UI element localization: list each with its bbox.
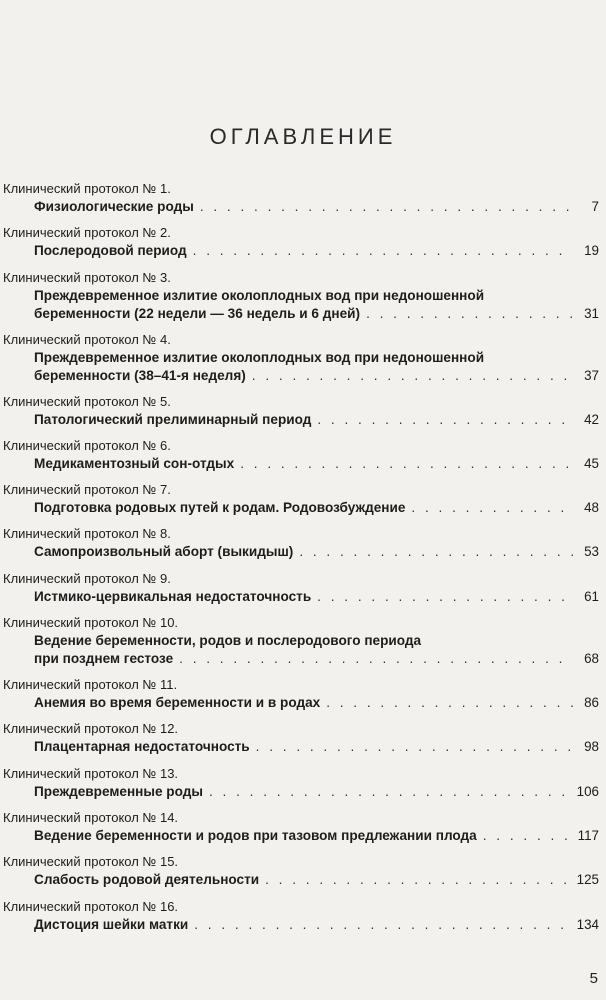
dot-leader [252,367,573,385]
toc-entry[interactable] [0,394,606,438]
heading-line: Подготовка родовых путей к родам. Родовозбуждение [34,500,406,516]
section-heading [34,543,599,561]
toc-entry[interactable] [0,225,606,269]
heading-line: Ведение беременности, родов и послеродового периода [34,633,422,649]
dot-leader [299,543,573,561]
heading-last-line [34,694,599,712]
heading-line: Преждевременное излитие околоплодных вод при недоношенной [34,349,485,365]
protocol-label: Клинический протокол № 1. [3,181,171,196]
heading-last-line [34,916,599,934]
heading-last-line [34,242,599,260]
protocol-label: Клинический протокол № 11. [3,677,178,693]
protocol-label: Клинический протокол № 10. [3,615,179,631]
page-ref: 68 [584,651,599,667]
protocol-label: Клинический протокол № 2. [3,225,171,241]
page-ref: 42 [584,411,599,427]
heading-line: Преждевременное излитие околоплодных вод при недоношенной [34,287,485,303]
heading-line: Плацентарная недостаточность [34,739,250,755]
section-heading [34,783,599,801]
heading-last-line [34,305,599,323]
dot-leader [209,783,573,801]
toc-entry[interactable] [0,526,606,570]
toc-entry[interactable] [0,482,606,526]
heading-line: беременности (38–41-я неделя) [34,367,246,383]
toc-entry[interactable] [0,721,606,765]
table-of-contents [0,181,606,943]
page-ref: 45 [584,455,599,471]
heading-last-line [34,411,599,429]
protocol-label: Клинический протокол № 3. [3,269,171,285]
heading-last-line [34,827,599,845]
section-heading [34,871,599,889]
page-ref: 134 [576,916,599,932]
heading-line: Самопроизвольный аборт (выкидыш) [34,544,294,560]
dot-leader [194,916,572,934]
protocol-label: Клинический протокол № 15. [3,854,179,870]
page-number: 5 [589,970,598,987]
section-heading [34,827,599,845]
section-heading [34,738,599,756]
heading-last-line [34,543,599,561]
protocol-label: Клинический протокол № 8. [3,526,171,542]
dot-leader [256,738,573,756]
dot-leader [193,242,573,260]
heading-line: Преждевременные роды [34,783,203,799]
page-ref: 7 [591,199,599,214]
section-heading [34,349,599,385]
section-heading [34,411,599,429]
protocol-label: Клинический протокол № 9. [3,570,171,586]
heading-line: при позднем гестозе [34,651,174,667]
toc-entry[interactable] [0,571,606,615]
toc-entry[interactable] [0,438,606,482]
section-heading [34,499,599,517]
toc-entry[interactable] [0,766,606,810]
heading-line: беременности (22 недели — 36 недель и 6 дней) [34,305,361,321]
dot-leader [317,588,573,606]
dot-leader [200,198,573,216]
page-title: ОГЛАВЛЕНИЕ [209,124,397,149]
heading-last-line [34,783,599,801]
section-heading [34,287,599,323]
heading-last-line [34,455,599,473]
dot-leader [240,455,573,473]
protocol-label: Клинический протокол № 5. [3,393,171,409]
toc-entry[interactable] [0,899,606,943]
section-heading [34,455,599,473]
heading-line: Ведение беременности и родов при тазовом предлежании плода [34,827,477,843]
section-heading [34,588,599,606]
heading-last-line [34,650,599,668]
page-ref: 86 [584,695,599,711]
protocol-label: Клинический протокол № 4. [3,331,171,347]
heading-last-line [34,588,599,606]
toc-entry[interactable] [0,181,606,225]
protocol-label: Клинический протокол № 7. [3,482,171,498]
heading-line: Физиологические роды [34,199,194,214]
heading-line: Истмико-цервикальная недостаточность [34,588,312,604]
toc-entry[interactable] [0,270,606,332]
heading-last-line [34,499,599,517]
dot-leader [317,411,573,429]
page-ref: 37 [584,367,599,383]
section-heading [34,632,599,668]
heading-line: Дистоция шейки матки [34,916,189,932]
dot-leader [179,650,573,668]
page-ref: 106 [576,783,599,799]
dot-leader [411,499,573,517]
page-ref: 19 [584,243,599,259]
toc-entry[interactable] [0,810,606,854]
section-heading [34,242,599,260]
protocol-label: Клинический протокол № 13. [3,765,179,781]
heading-last-line [34,367,599,385]
toc-entry[interactable] [0,854,606,898]
dot-leader [483,827,573,845]
heading-last-line [34,738,599,756]
heading-line: Послеродовой период [34,243,187,259]
page-ref: 117 [577,827,599,843]
heading-last-line [34,198,599,216]
section-heading [34,694,599,712]
page-ref: 61 [584,588,599,604]
heading-line: Слабость родовой деятельности [34,872,260,888]
heading-line: Анемия во время беременности и в родах [34,695,321,711]
heading-line: Медикаментозный сон-отдых [34,455,235,471]
dot-leader [265,871,573,889]
heading-last-line [34,871,599,889]
dot-leader [326,694,573,712]
heading-line: Патологический прелиминарный период [34,411,312,427]
toc-entry[interactable] [0,615,606,677]
page-ref: 31 [584,305,599,321]
page-ref: 98 [584,739,599,755]
dot-leader [366,305,573,323]
page-ref: 53 [584,544,599,560]
protocol-label: Клинический протокол № 14. [3,809,179,825]
protocol-label: Клинический протокол № 12. [3,721,179,737]
page-ref: 125 [576,872,599,888]
toc-entry[interactable] [0,332,606,394]
protocol-label: Клинический протокол № 16. [3,898,179,914]
toc-entry[interactable] [0,677,606,721]
protocol-label: Клинический протокол № 6. [3,437,171,453]
page-ref: 48 [584,500,599,516]
section-heading [34,198,599,216]
section-heading [34,916,599,934]
